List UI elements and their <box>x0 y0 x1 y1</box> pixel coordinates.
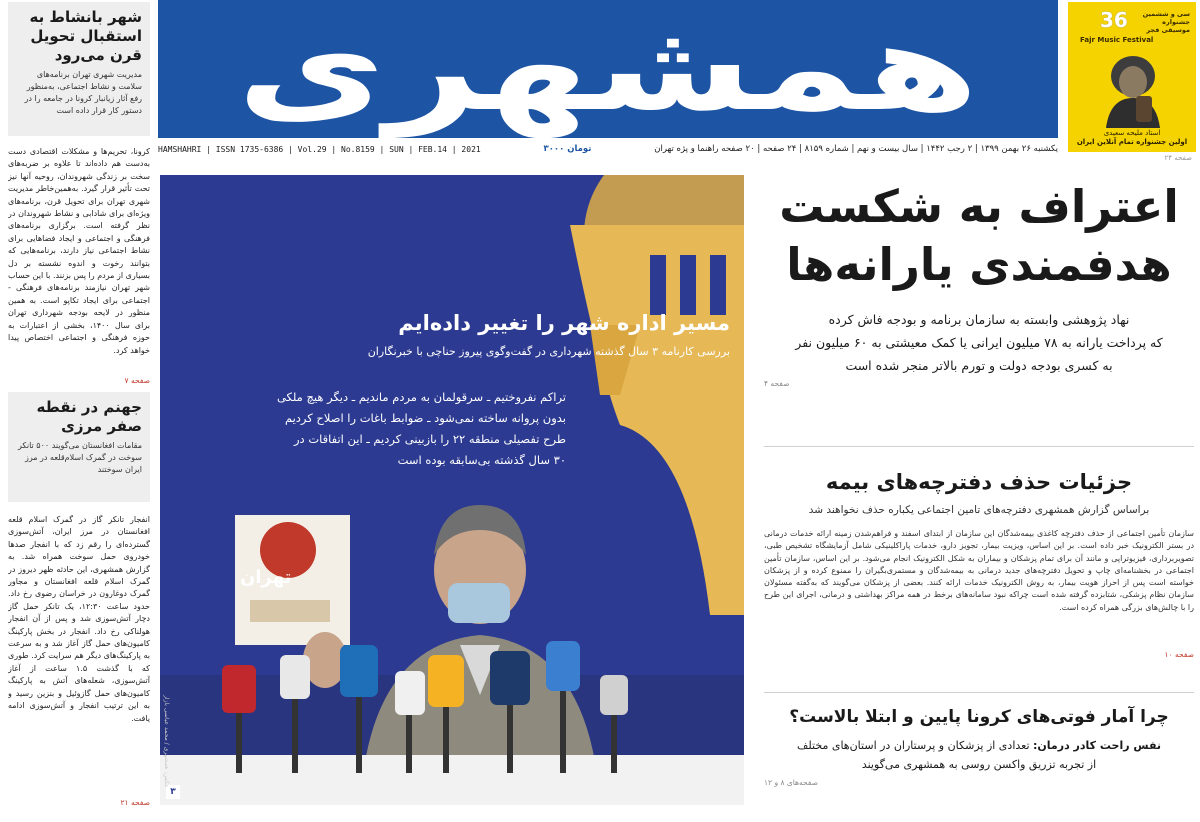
sidebar-bottom-headline: جهنم در نقطه صفر مرزی <box>36 398 142 435</box>
feature-subheadline: بررسی کارنامه ۳ سال گذشته شهرداری در گفت‌وگوی پیروز حناچی با خبرنگاران <box>367 345 730 358</box>
feature-page-number: ۳ <box>166 785 180 799</box>
sidebar-top-lead: مدیریت شهری تهران برنامه‌های سلامت و نشاط اجتماعی، به‌منظور رفع آثار زیانبار کرونا در جامعه را در دستور کار قرار داده است <box>24 70 142 115</box>
feature-headline: مسیر اداره شهر را تغییر داده‌ایم <box>398 311 730 335</box>
newspaper-logo: همشهری <box>237 0 979 138</box>
feature-highlight-3: طرح تفصیلی منطقه ۲۲ را بازبینی کردیم ـ این اتفاقات در <box>293 432 566 446</box>
sidebar-top-page-ref: صفحه ۷ <box>124 376 150 385</box>
festival-ad-page-ref: صفحه ۲۴ <box>1164 154 1192 162</box>
musician-name: استاد ملیحه سعیدی <box>1103 129 1161 137</box>
issue-info-persian: یکشنبه ۲۶ بهمن ۱۳۹۹ | ۲ رجب ۱۴۴۲ | سال بیست و نهم | شماره ۸۱۵۹ | ۲۴ صفحه | ۲۰ صفحه راهنما و پژه تهران <box>654 144 1058 154</box>
insurance-story[interactable] <box>764 468 1194 659</box>
sidebar-top-box[interactable] <box>8 2 150 136</box>
price-label: ۳۰۰۰ تومان <box>543 144 592 154</box>
covid-story-page-ref: صفحه‌های ۸ و ۱۲ <box>764 778 819 787</box>
covid-story-sub-line-1: تعدادی از پزشکان و پرستاران در استان‌های مختلف <box>797 739 1030 752</box>
lead-story-headline-line-2: هدفمندی یارانه‌ها <box>786 238 1172 291</box>
insurance-story-headline: جزئیات حذف دفترچه‌های بیمه <box>825 470 1133 494</box>
sidebar-bottom-lead: مقامات افغانستان می‌گویند ۵۰۰ تانکر سوخت در گمرک اسلام‌قلعه در مرز ایران سوختند <box>18 441 142 474</box>
sidebar-bottom-page-ref: صفحه ۲۱ <box>120 798 150 807</box>
covid-story-subhead <box>764 736 1194 774</box>
feature-highlight-2: بدون پروانه ساخته نمی‌شود ـ ضوابط باغات را اصلاح کردیم <box>284 411 566 425</box>
lead-story-summary <box>764 308 1194 377</box>
sidebar-top-headline: شهر بانشاط به استقبال تحویل قرن می‌رود <box>29 8 142 64</box>
lead-story-summary-line-1: نهاد پژوهشی وابسته به سازمان برنامه و بودجه فاش کرده <box>828 312 1130 327</box>
festival-ad[interactable] <box>1068 2 1196 152</box>
feature-highlight-4: ۳۰ سال گذشته بی‌سابقه بوده است <box>397 453 566 467</box>
book-cover-title: تهران <box>240 567 292 588</box>
sidebar-bottom-box[interactable] <box>8 392 150 502</box>
masthead <box>158 0 1058 138</box>
feature-highlights <box>186 387 566 471</box>
lead-story-page-ref: صفحه ۴ <box>764 379 790 388</box>
issue-info-bar <box>158 141 1058 157</box>
covid-story-kicker: نفس راحت کادر درمان: <box>1033 739 1161 752</box>
feature-highlight-1: تراکم نفروختیم ـ سرقولمان به مردم ماندیم ـ دیگر هیچ ملکی <box>276 390 566 404</box>
divider <box>764 692 1194 693</box>
musician-portrait-image <box>1098 46 1168 128</box>
covid-story[interactable] <box>764 704 1194 787</box>
covid-story-sub-line-2: از تجربه تزریق واکسن روسی به همشهری می‌گویند <box>861 758 1097 771</box>
lead-story-headline-line-1: اعتراف به شکست <box>779 180 1179 233</box>
press-conference-photo <box>160 475 744 805</box>
issue-info-english: HAMSHAHRI | ISSN 1735-6386 | Vol.29 | No.8159 | SUN | FEB.14 | 2021 <box>158 144 481 154</box>
insurance-story-subhead: براساس گزارش همشهری دفترچه‌های تامین اجتماعی یکباره حذف نخواهند شد <box>808 504 1150 516</box>
insurance-story-body: سازمان تأمین اجتماعی از حذف دفترچه کاغذی بیمه‌شدگان این سازمان از ابتدای اسفند و فراهم‌شدن زمینه ارائه خدمات درمانی در بستر الکترونیک خبر داده است. بر این اساس، ویزیت بیمار، تجویز دارو، خدمات پاراکلینیکی شامل آزمایشگاه تشخیص طبی، تصویربرداری، فیزیوتراپی و مانند آن برای تمام پزشکان و بیماران به شکل الکترونیک انجام می‌شود. بر این اساس، سازمان تأمین اجتماعی در بخشنامه‌ای چاپ و تحویل دفترچه‌های جدید درمانی به بیمه‌شدگان و مستمری‌بگیران را ممنوع کرده و از پزشکان خواسته است پس از احراز هویت بیمار، به روش الکترونیک خدمات ارائه کنند. بعضی از پزشکان می‌گویند که به‌گفته مسئولان سازمان نظام پزشکی، شتابزده گرفته شده است چراکه نبود سامانه‌های برخط در همه مراکز بهداشتی و درمانی، اجرای این طرح را با چالش‌های بزرگی همراه کرده است. <box>764 529 1194 612</box>
festival-title-persian: سی و ششمین جشنواره موسیقی فجر <box>1142 10 1190 34</box>
festival-title-english: Fajr Music Festival <box>1080 36 1154 44</box>
sidebar-top-body: کرونا، تحریم‌ها و مشکلات اقتصادی دست به‌دست هم داده‌اند تا علاوه بر ضربه‌های سخت بر زندگی شهروندان، روحیه آنها نیز تحت تأثیر قرار گیرد. به‌همین‌خاطر مدیریت شهری تهران برای تحویل قرن، برنامه‌های ویژه‌ای برای شادابی و نشاط شهروندان در نظر گرفته است. برگزاری برنامه‌های فرهنگی و اجتماعی و ایجاد فضاهایی برای نشاط اجتماعی نیاز دارند، برنامه‌هایی که بتوانند رخوت و اندوه نشسته بر دل بسیاری از مردم را پس بزنند. با این حساب شهر تهران نیازمند برنامه‌های فرهنگی - اجتماعی برای ایجاد تکاپو است. به همین منظور در لایحه بودجه شهرداری تهران برای سال ۱۴۰۰، بخشی از اعتبارات به حوزه فرهنگی و اجتماعی اختصاص پیدا خواهد کرد. <box>8 147 150 355</box>
lead-story[interactable] <box>764 178 1194 388</box>
lead-story-summary-line-3: به کسری بودجه دولت و تورم بالاتر منجر شده است <box>845 358 1113 373</box>
festival-tagline: اولین جشنواره تمام آنلاین ایران <box>1076 138 1188 146</box>
festival-number: 36 <box>1100 8 1128 32</box>
divider <box>764 446 1194 447</box>
festival-caption <box>1072 129 1192 147</box>
feature-story[interactable] <box>160 175 744 805</box>
insurance-story-page-ref: صفحه ۱۰ <box>1164 650 1194 659</box>
sidebar-bottom-body: انفجار تانکر گاز در گمرک اسلام قلعه افغانستان در مرز ایران، آتش‌سوزی گسترده‌ای را رقم زد که با انفجار صدها خودروی حمل سوخت همراه شد. به گزارش همشهری، این حادثه ظهر دیروز در گمرک اسلام قلعه افغانستان و مجاور گمرک دوغارون در خراسان رضوی رخ داد. حدود ساعت ۱۲:۳۰، یک تانکر حمل گاز دچار آتش‌سوزی شد و پس از آن انفجار هولناکی رخ داد. انفجار در بخش پارکینگ کامیون‌های حمل گاز آغاز شد و به سرعت به پارکینگ‌های دیگر هم سرایت کرد. طوری که با گذشت ۱.۵ ساعت از آغاز آتش‌سوزی، شعله‌های آتش به پارکینگ کامیون‌های حمل گازوئیل و بنزین رسید و به این ترتیب انفجار و آتش‌سوزی ادامه یافت. <box>8 515 150 723</box>
covid-story-headline: چرا آمار فوتی‌های کرونا پایین و ابتلا بالاست؟ <box>789 707 1169 727</box>
lead-story-summary-line-2: که پرداخت یارانه به ۷۸ میلیون ایرانی یا کمک معیشتی به ۶۰ میلیون نفر <box>795 335 1163 350</box>
photo-credit: عکس: همشهری / محمد عباسی بازار <box>163 695 170 788</box>
